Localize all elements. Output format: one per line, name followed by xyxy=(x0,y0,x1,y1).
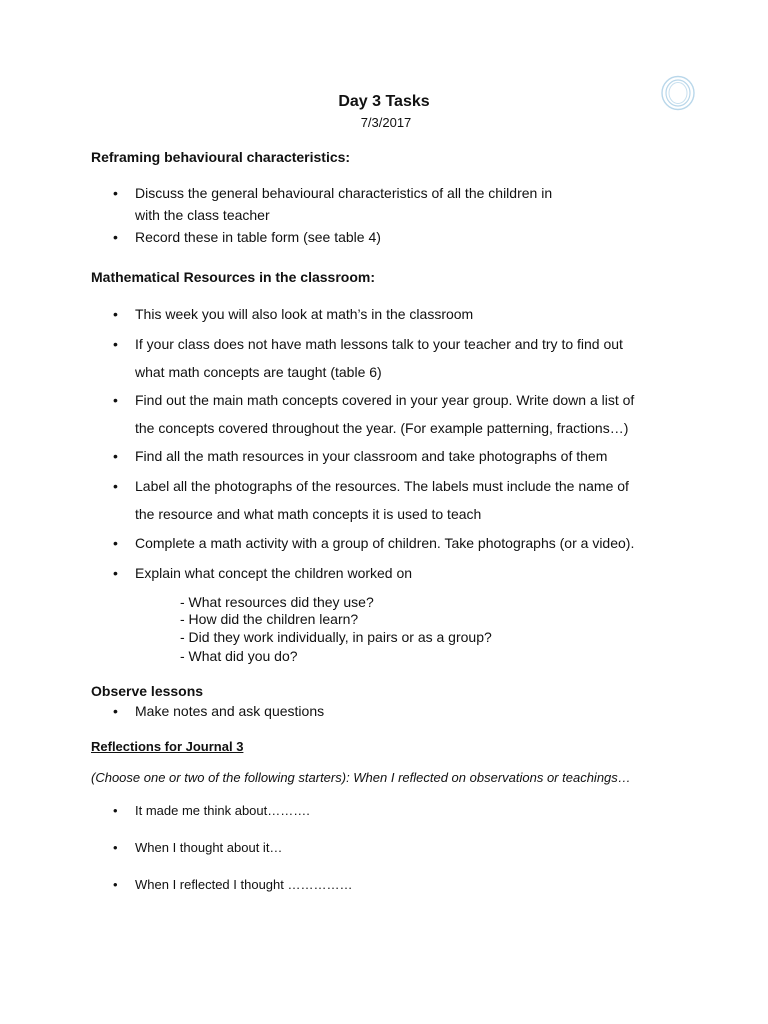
sub-question: - How did the children learn? xyxy=(180,611,359,627)
list-item: • This week you will also look at math’s in the classroom xyxy=(135,306,473,322)
list-item: • When I reflected I thought …………… xyxy=(135,877,352,892)
list-item-continuation: what math concepts are taught (table 6) xyxy=(135,364,382,380)
list-item: • Find out the main math concepts covered in your year group. Write down a list of xyxy=(135,392,634,408)
list-item: • If your class does not have math lessons talk to your teacher and try to find out xyxy=(135,336,623,352)
section-heading-math-resources: Mathematical Resources in the classroom: xyxy=(91,269,375,285)
sub-question: - Did they work individually, in pairs or as a group? xyxy=(180,629,492,645)
list-item: • Complete a math activity with a group of children. Take photographs (or a video). xyxy=(135,535,634,551)
list-item: • When I thought about it… xyxy=(135,840,282,855)
list-item-continuation: the resource and what math concepts it is used to teach xyxy=(135,506,482,522)
list-item: • It made me think about………. xyxy=(135,803,310,818)
list-item: • Discuss the general behavioural characteristics of all the children in xyxy=(135,185,552,201)
section-heading-behaviour: Reframing behavioural characteristics: xyxy=(91,149,351,165)
reflection-intro: (Choose one or two of the following starters): When I reflected on observations or teachings… xyxy=(91,770,631,785)
page-title: Day 3 Tasks xyxy=(338,93,430,110)
list-item: • Make notes and ask questions xyxy=(135,703,324,719)
list-item-continuation: the concepts covered throughout the year. (For example patterning, fractions…) xyxy=(135,420,629,436)
list-item-continuation: with the class teacher xyxy=(135,207,270,223)
sub-question: - What resources did they use? xyxy=(180,594,374,610)
section-heading-observe: Observe lessons xyxy=(91,683,204,699)
section-heading-reflections: Reflections for Journal 3 xyxy=(91,739,244,754)
document-date: 7/3/2017 xyxy=(360,115,412,130)
list-item: • Record these in table form (see table 4) xyxy=(135,229,381,245)
list-item: • Label all the photographs of the resources. The labels must include the name of xyxy=(135,478,629,494)
sub-question: - What did you do? xyxy=(180,648,298,664)
list-item: • Find all the math resources in your classroom and take photographs of them xyxy=(135,448,607,464)
list-item: • Explain what concept the children worked on xyxy=(135,565,412,581)
